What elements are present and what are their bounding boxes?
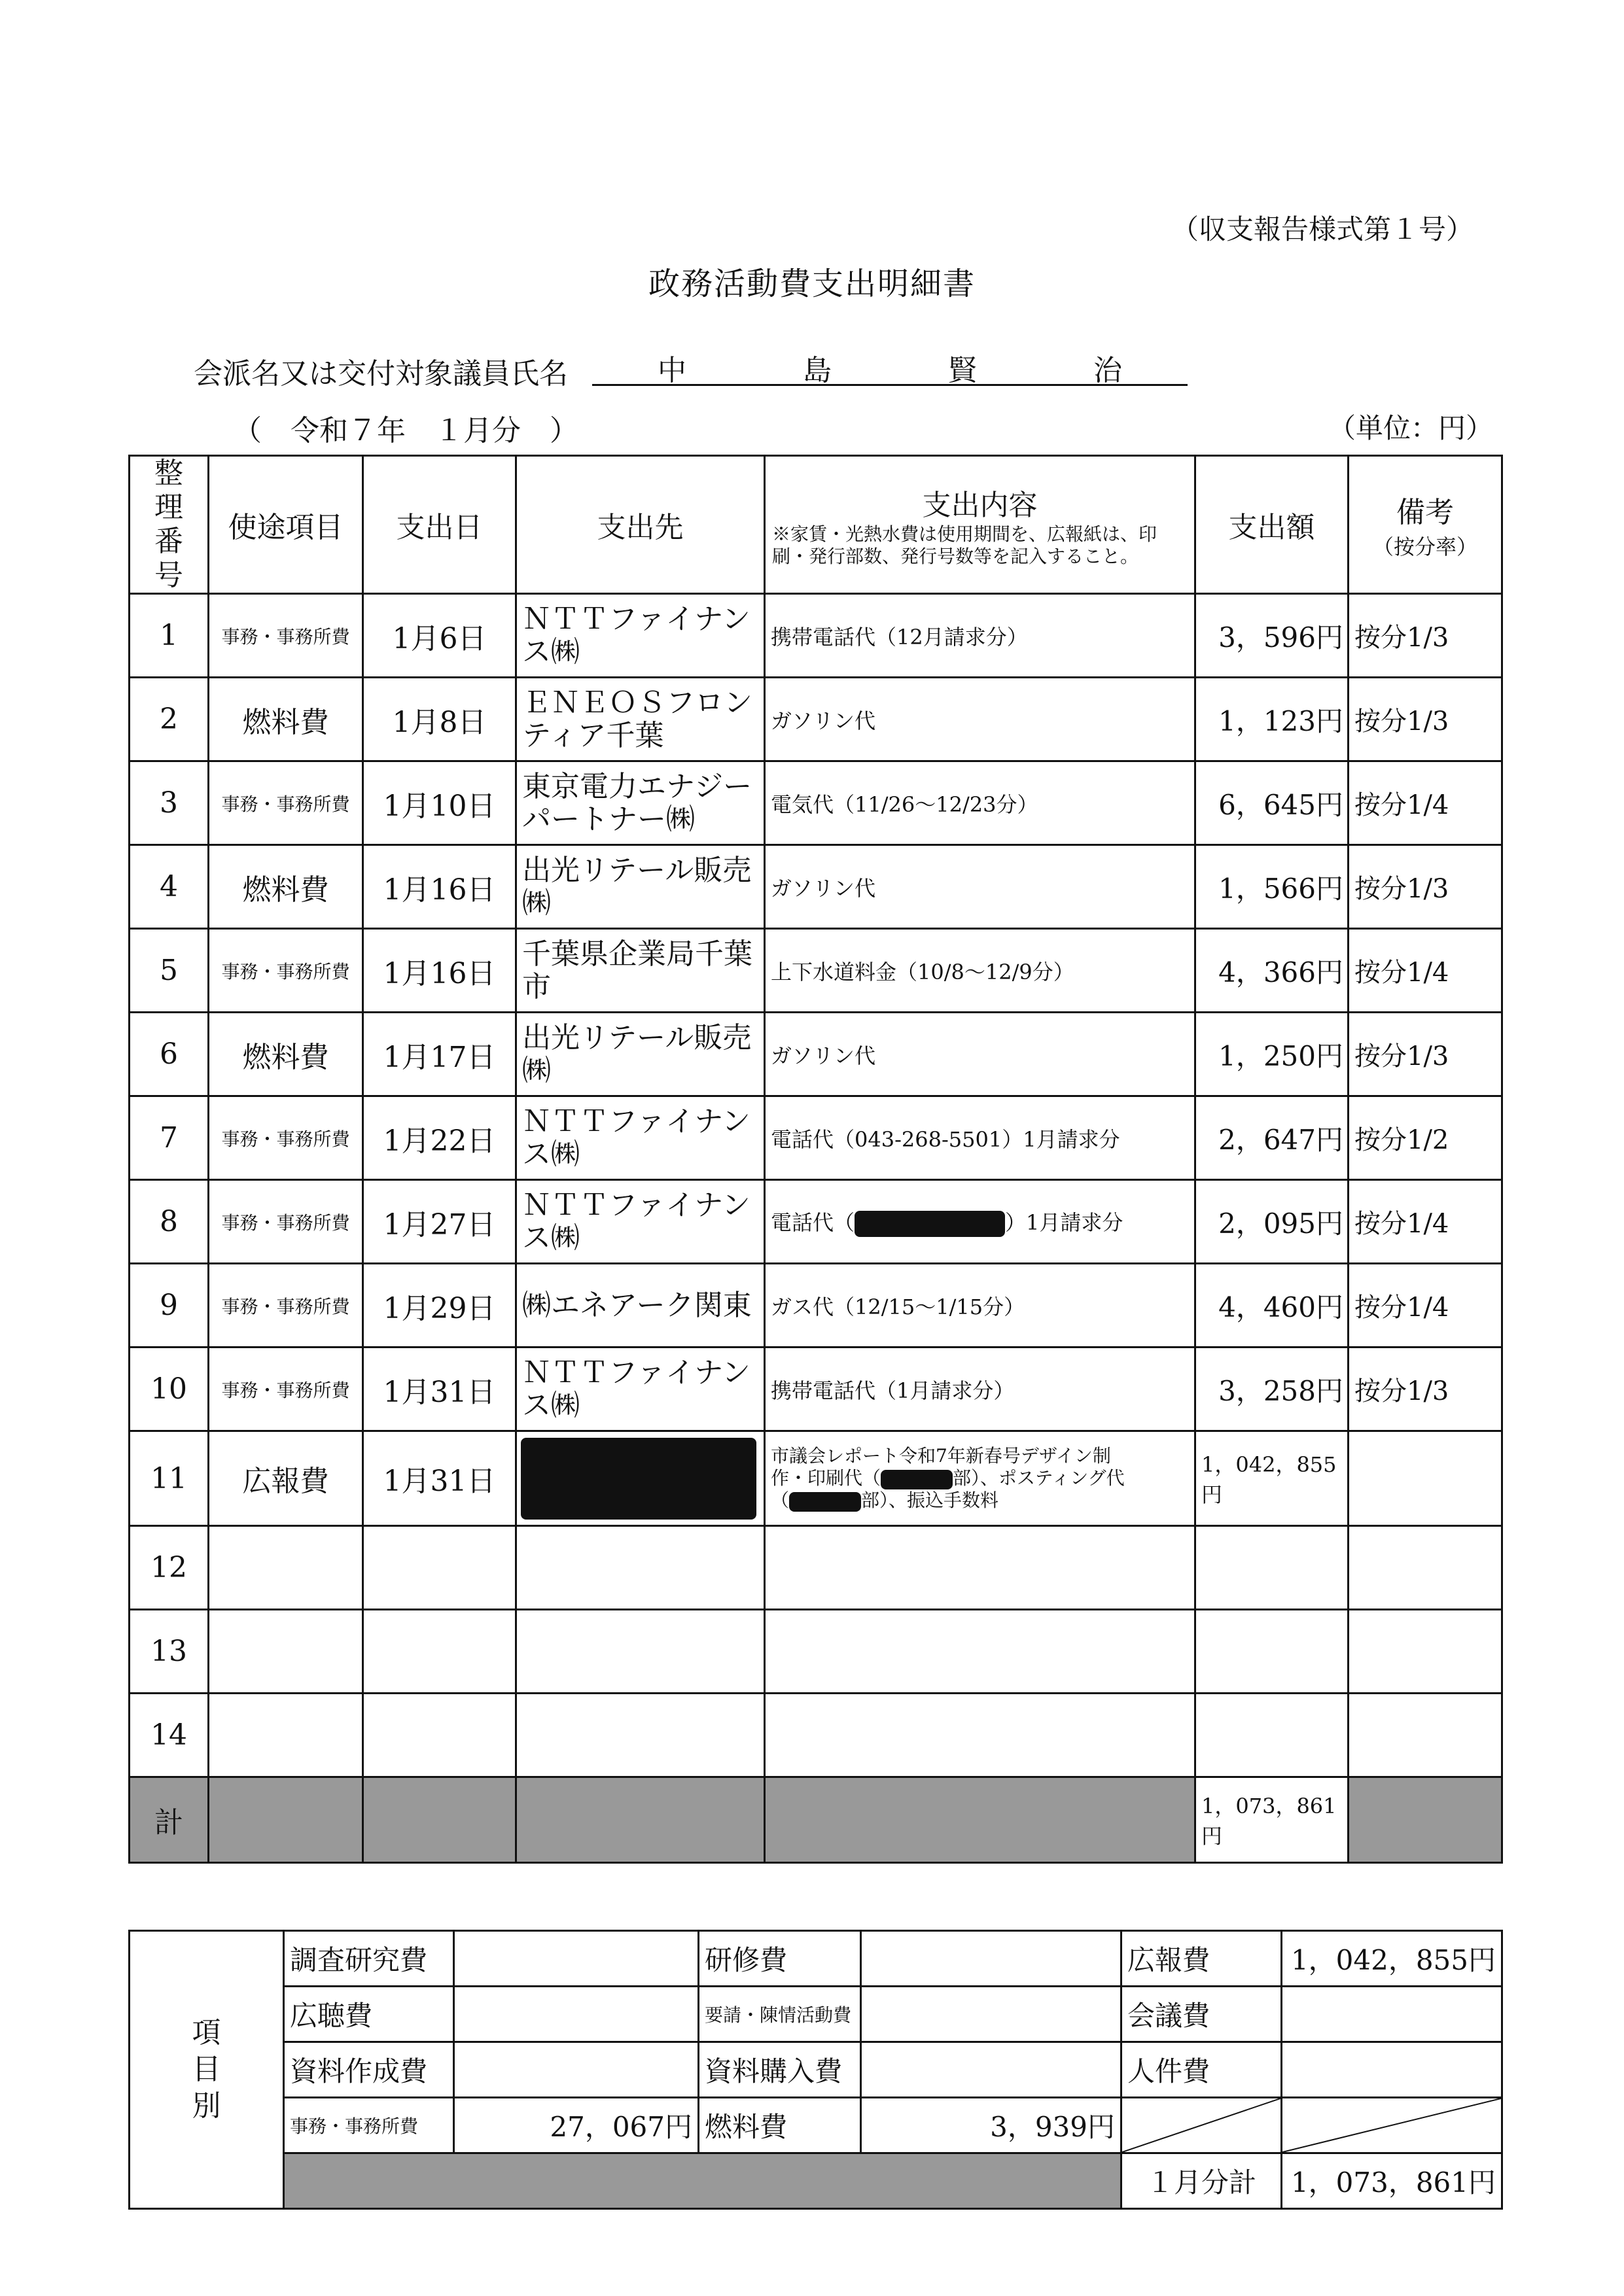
row-remarks [1349,1431,1502,1526]
row-purpose: 事務・事務所費 [209,594,363,678]
redaction [855,1211,1005,1237]
row-no: 4 [130,845,209,929]
row-payee [516,1431,765,1526]
table-row [130,1610,1502,1694]
redaction [789,1492,861,1512]
row-payee: 出光リテール販売㈱ [516,845,765,929]
row-remarks: 按分1/3 [1349,1013,1502,1096]
cat-jinken: 人件費 [1121,2042,1282,2098]
member-name [592,347,1188,386]
cat-koho-value: 1，042，855円 [1282,1931,1502,1987]
row-detail: ガソリン代 [765,1013,1195,1096]
month-total-label: １月分計 [1121,2153,1282,2209]
row-detail: ガソリン代 [765,678,1195,761]
row-payee: 千葉県企業局千葉市 [516,929,765,1013]
header-date: 支出日 [363,456,516,594]
table-row [130,1264,1502,1348]
cat-kocho: 広聴費 [284,1987,454,2042]
row-remarks: 按分1/3 [1349,1348,1502,1431]
table-header-row [130,456,1502,594]
total-amount: 1，073，861円 [1195,1777,1349,1863]
row-date: 1月8日 [363,678,516,761]
row-payee: ＥＮＥＯＳフロンティア千葉 [516,678,765,761]
row-no: 7 [130,1096,209,1180]
row-detail: 上下水道料金（10/8～12/9分） [765,929,1195,1013]
cat-jimu: 事務・事務所費 [284,2098,454,2153]
row-purpose: 事務・事務所費 [209,1096,363,1180]
form-number: （収支報告様式第１号） [1171,213,1474,245]
row-remarks: 按分1/2 [1349,1096,1502,1180]
row-payee: ＮＴＴファイナンス㈱ [516,1348,765,1431]
document-title: 政務活動費支出明細書 [648,266,976,302]
expense-table [128,455,1503,1864]
row-date: 1月22日 [363,1096,516,1180]
row-payee: 東京電力エナジーパートナー㈱ [516,761,765,845]
row-no: 14 [130,1694,209,1777]
table-row [130,594,1502,678]
table-row [130,929,1502,1013]
member-name-char: 島 [803,354,832,387]
table-row [130,678,1502,761]
header-no: 整理番号 [130,456,209,594]
row-date: 1月27日 [363,1180,516,1264]
row-purpose: 燃料費 [209,678,363,761]
row-remarks: 按分1/4 [1349,1264,1502,1348]
row-remarks: 按分1/3 [1349,845,1502,929]
row-remarks: 按分1/4 [1349,929,1502,1013]
member-name-char: 治 [1093,354,1122,387]
header-detail: 支出内容 ※家賃・光熱水費は使用期間を、広報紙は、印刷・発行部数、発行号数等を記入すること。 [765,456,1195,594]
row-detail: 電気代（11/26～12/23分） [765,761,1195,845]
member-label: 会派名又は交付対象議員氏名 [194,357,568,391]
row-amount: 1，123円 [1195,678,1349,761]
redaction [521,1438,756,1520]
row-no: 12 [130,1526,209,1610]
row-detail: ガソリン代 [765,845,1195,929]
period: （ 令和７年 １月分 ） [233,414,578,447]
row-no: 8 [130,1180,209,1264]
row-purpose: 事務・事務所費 [209,929,363,1013]
row-no: 13 [130,1610,209,1694]
summary-gray-area [284,2153,1121,2209]
row-detail: 電話代（043-268-5501）1月請求分 [765,1096,1195,1180]
unit-label: （単位：円） [1328,412,1494,444]
row-purpose: 事務・事務所費 [209,1264,363,1348]
row-date: 1月17日 [363,1013,516,1096]
row-amount: 4，366円 [1195,929,1349,1013]
row-amount: 3，258円 [1195,1348,1349,1431]
cat-shiryo-sakusei: 資料作成費 [284,2042,454,2098]
row-remarks: 按分1/4 [1349,761,1502,845]
row-no: 1 [130,594,209,678]
row-amount: 2，095円 [1195,1180,1349,1264]
table-row [130,845,1502,929]
row-purpose: 広報費 [209,1431,363,1526]
table-row [130,761,1502,845]
row-purpose: 事務・事務所費 [209,1348,363,1431]
header-detail-note: ※家賃・光熱水費は使用期間を、広報紙は、印刷・発行部数、発行号数等を記入すること。 [772,523,1157,567]
diagonal-cell [1121,2098,1282,2153]
table-row [130,1180,1502,1264]
row-date: 1月16日 [363,845,516,929]
row-payee: 出光リテール販売㈱ [516,1013,765,1096]
row-date: 1月31日 [363,1348,516,1431]
header-purpose: 使途項目 [209,456,363,594]
row-remarks: 按分1/3 [1349,678,1502,761]
row-remarks: 按分1/4 [1349,1180,1502,1264]
category-summary-table [128,1930,1503,2210]
table-row [130,1431,1502,1526]
row-date: 1月16日 [363,929,516,1013]
row-no: 2 [130,678,209,761]
row-payee: ＮＴＴファイナンス㈱ [516,594,765,678]
row-detail: 電話代（ ）1月請求分 [765,1180,1195,1264]
header-amount: 支出額 [1195,456,1349,594]
table-row [130,1694,1502,1777]
header-remarks: 備考 （按分率） [1349,456,1502,594]
cat-chosa: 調査研究費 [284,1931,454,1987]
header-payee: 支出先 [516,456,765,594]
row-amount: 4，460円 [1195,1264,1349,1348]
row-detail: 携帯電話代（1月請求分） [765,1348,1195,1431]
row-no: 5 [130,929,209,1013]
table-row [130,1348,1502,1431]
row-amount: 1，042，855円 [1195,1431,1349,1526]
row-amount: 6，645円 [1195,761,1349,845]
row-detail: 携帯電話代（12月請求分） [765,594,1195,678]
member-name-char: 中 [658,354,686,387]
row-detail: ガス代（12/15～1/15分） [765,1264,1195,1348]
row-purpose: 事務・事務所費 [209,761,363,845]
row-no: 10 [130,1348,209,1431]
row-detail: 市議会レポート令和7年新春号デザイン制 作・印刷代（ 部）、ポスティング代 （ 部）、振込手数料 [765,1431,1195,1526]
diagonal-cell [1282,2098,1502,2153]
row-payee: ㈱エネアーク関東 [516,1264,765,1348]
row-purpose: 燃料費 [209,1013,363,1096]
cat-nenryo: 燃料費 [699,2098,861,2153]
row-amount: 1，566円 [1195,845,1349,929]
month-total-value: 1，073，861円 [1282,2153,1502,2209]
cat-nenryo-value: 3，939円 [861,2098,1121,2153]
row-payee: ＮＴＴファイナンス㈱ [516,1096,765,1180]
total-label: 計 [130,1777,209,1863]
redaction [881,1470,953,1489]
cat-jimu-value: 27，067円 [454,2098,699,2153]
row-date: 1月31日 [363,1431,516,1526]
row-no: 6 [130,1013,209,1096]
cat-kenshu: 研修費 [699,1931,861,1987]
row-amount: 2，647円 [1195,1096,1349,1180]
row-date: 1月6日 [363,594,516,678]
cat-shiryo-konyu: 資料購入費 [699,2042,861,2098]
cat-koho: 広報費 [1121,1931,1282,1987]
row-payee: ＮＴＴファイナンス㈱ [516,1180,765,1264]
row-amount: 1，250円 [1195,1013,1349,1096]
row-amount: 3，596円 [1195,594,1349,678]
total-row [130,1777,1502,1863]
cat-yosei: 要請・陳情活動費 [699,1987,861,2042]
category-side-label: 項 目 別 [130,1931,284,2209]
row-no: 9 [130,1264,209,1348]
row-date: 1月29日 [363,1264,516,1348]
member-name-char: 賢 [948,354,977,387]
cat-kaigi: 会議費 [1121,1987,1282,2042]
row-purpose: 燃料費 [209,845,363,929]
row-date: 1月10日 [363,761,516,845]
table-row [130,1013,1502,1096]
row-no: 3 [130,761,209,845]
table-row [130,1096,1502,1180]
table-row [130,1526,1502,1610]
row-purpose: 事務・事務所費 [209,1180,363,1264]
row-no: 11 [130,1431,209,1526]
row-remarks: 按分1/3 [1349,594,1502,678]
